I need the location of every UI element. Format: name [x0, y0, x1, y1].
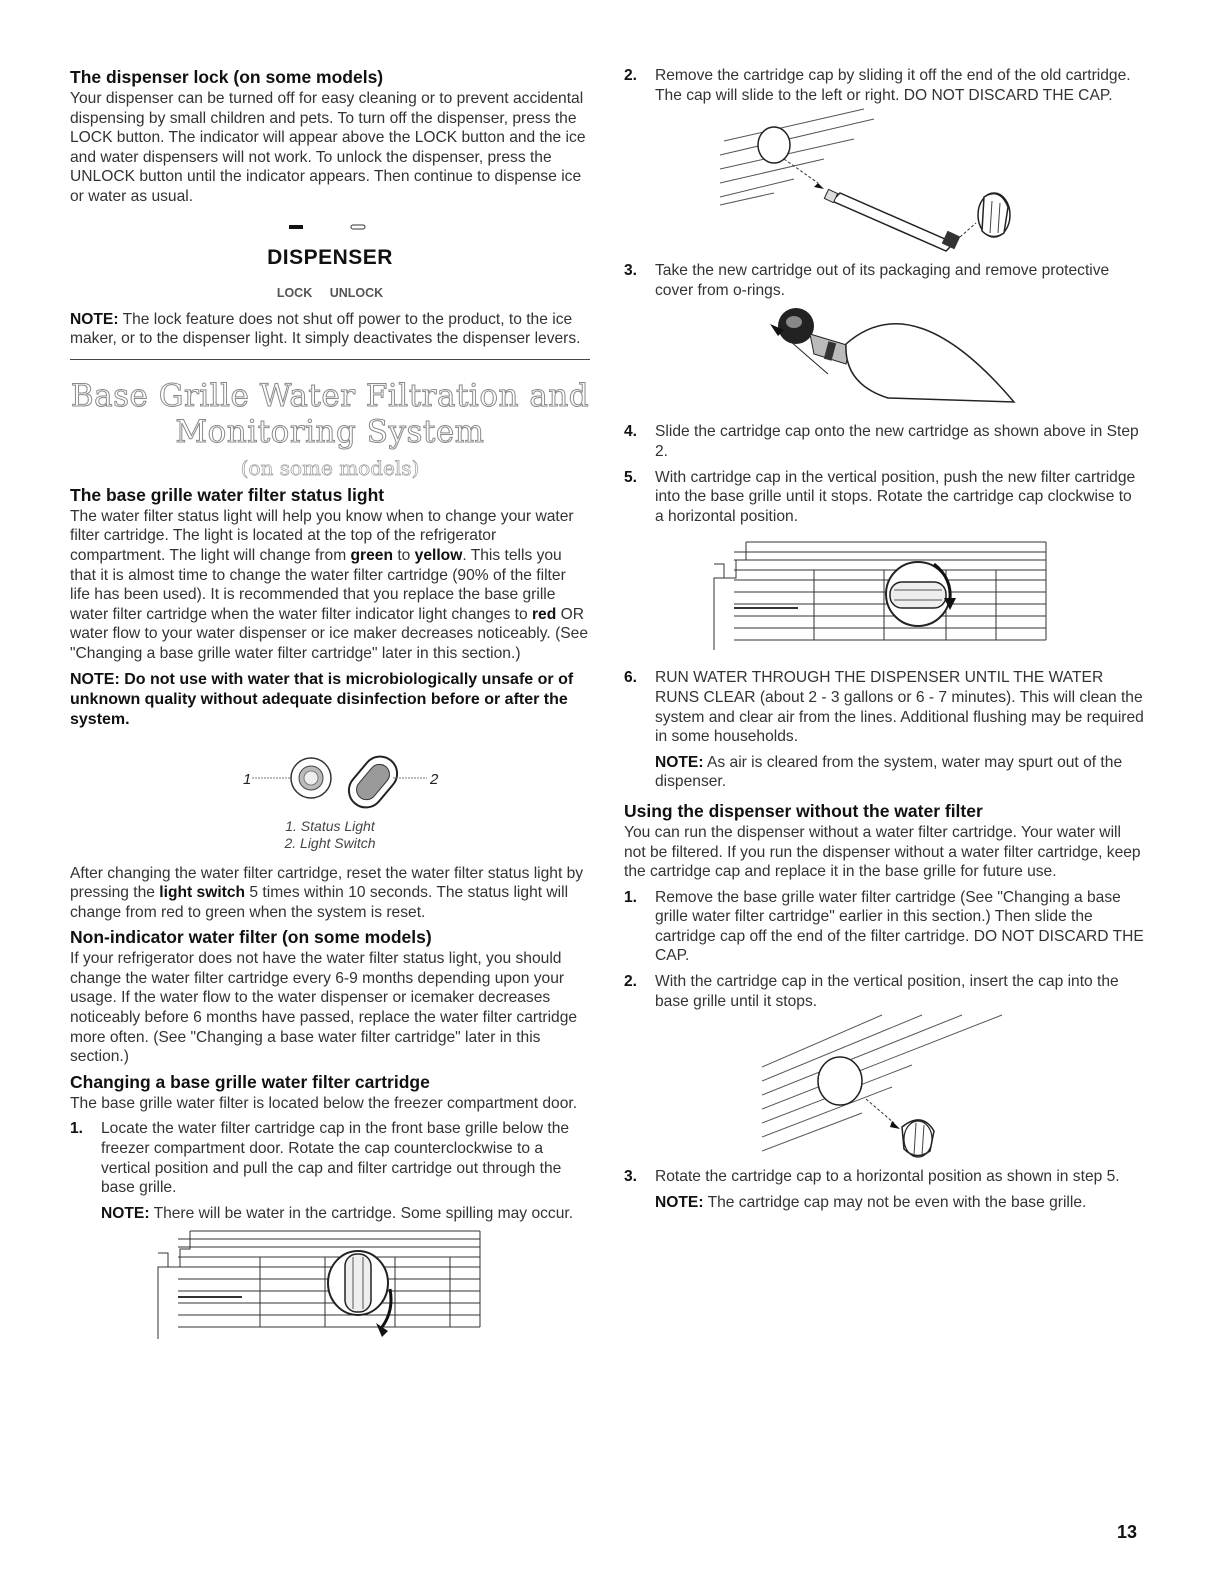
- unlock-button-label: UNLOCK: [329, 285, 384, 300]
- status-body-part3: . This tells you that it is almost time to change the water filter cartridge (90% of the filter life has been used). It is recommended that you replace the base grille water filter cartridge when the water filter indicator light changes to: [70, 546, 566, 623]
- step-3-note: [655, 1193, 1144, 1213]
- step-number: 5.: [624, 468, 638, 486]
- step-6-note: [655, 753, 1144, 792]
- insert-cap-figure: [752, 1011, 1032, 1161]
- changing-body: The base grille water filter is located below the freezer compartment door.: [70, 1094, 578, 1112]
- step-number: 1.: [70, 1120, 84, 1138]
- section-title: [70, 378, 590, 450]
- step-number: 2.: [624, 67, 638, 84]
- dispenser-lock-body: Your dispenser can be turned off for easy cleaning or to prevent accidental dispensing by small children and pets. To turn off the dispenser, press the LOCK button. The indicator will appear above the LOCK button and the ice and water dispensers will not work. To unlock the dispenser, press the UNLOCK button until the indicator appears. Then continue to dispense ice or water as usual.: [70, 90, 586, 205]
- status-light-body: [70, 507, 590, 664]
- lock-unlock-labels: [70, 286, 590, 300]
- section-title-line2: Monitoring System: [175, 413, 485, 450]
- step-text: Slide the cartridge cap onto the new cartridge as shown above in Step 2.: [655, 423, 1139, 460]
- status-light-heading: The base grille water filter status light: [70, 484, 385, 505]
- note-text: The cartridge cap may not be even with the base grille.: [703, 1193, 1087, 1211]
- non-indicator-heading: Non-indicator water filter (on some models): [70, 927, 432, 948]
- cartridge-cap-icon: [978, 193, 1010, 237]
- water-safety-warning: NOTE: Do not use with water that is microbiologically unsafe or of unknown quality without adequate disinfection before or after the system.: [70, 670, 574, 728]
- step-number: 2.: [624, 973, 638, 991]
- note-label: NOTE:: [655, 753, 704, 771]
- lock-indicator-icon: [250, 213, 410, 239]
- section-divider: [70, 359, 590, 360]
- callout-2: 2: [430, 770, 439, 788]
- changing-step-2: [624, 66, 1144, 105]
- step-text: Remove the cartridge cap by sliding it off the end of the old cartridge. The cap will slide to the left or right. DO NOT DISCARD THE CAP.: [655, 67, 1131, 104]
- status-body-part2: to: [393, 546, 415, 564]
- step-text: RUN WATER THROUGH THE DISPENSER UNTIL THE WATER RUNS CLEAR (about 2 - 3 gallons or 6 - 7 minutes). This will clean the system and clear air from the lines. Additional flushing may be required in some households.: [655, 669, 1144, 746]
- changing-step-5: [624, 468, 1144, 527]
- page-number: 13: [1116, 1522, 1137, 1542]
- step-text: Take the new cartridge out of its packaging and remove protective cover from o-rings.: [655, 262, 1110, 299]
- status-body-part1: The water filter status light will help you know when to change your water filter cartridge. The light is located at the top of the refrigerator compartment. The light will change from: [70, 507, 574, 564]
- note-label: NOTE:: [101, 1204, 150, 1222]
- green-word: green: [350, 546, 393, 564]
- step-number: 6.: [624, 669, 638, 687]
- without-filter-step-3: [624, 1167, 1144, 1212]
- without-filter-step-2: [624, 972, 1144, 1011]
- light-switch-icon: [342, 749, 404, 814]
- dispenser-panel-figure: [70, 213, 590, 300]
- step-number: 3.: [624, 1168, 638, 1186]
- step-number: 3.: [624, 262, 638, 280]
- step-number: 4.: [624, 423, 638, 441]
- changing-step-4: [624, 422, 1144, 461]
- note-label: NOTE:: [655, 1193, 704, 1211]
- light-switch-word: light switch: [159, 884, 246, 902]
- non-indicator-body: If your refrigerator does not have the water filter status light, you should change the water filter cartridge every 6-9 months depending upon your usage. If the water flow to the water dispenser or icemaker decreases noticeably before 6 months have passed, replace the water filter cartridge more often. (See "Changing a base water filter cartridge" later in this section.): [70, 950, 578, 1066]
- dispenser-panel-title: DISPENSER: [267, 245, 393, 269]
- status-light-figure: [180, 742, 480, 818]
- without-filter-step-1: [624, 888, 1144, 966]
- protective-cover-icon: [778, 308, 814, 344]
- grille-cap-horizontal-figure: [706, 538, 1056, 654]
- left-column: [70, 62, 590, 1339]
- changing-step-3: [624, 261, 1144, 300]
- section-subtitle: (on some models): [240, 455, 420, 480]
- step-text: Remove the base grille water filter cartridge (See "Changing a base grille water filter cartridge" earlier in this section.) Then slide the cartridge cap off the end of the filter cartridge. DO NOT DISCARD THE CAP.: [655, 888, 1144, 965]
- step-number: 1.: [624, 888, 638, 906]
- step-text: Locate the water filter cartridge cap in the front base grille below the freezer compartment door. Rotate the cap counterclockwise to a vertical position and pull the cap and filter cartridge out through the base grille.: [101, 1120, 570, 1197]
- red-word: red: [531, 605, 557, 623]
- note-label: NOTE:: [70, 310, 119, 328]
- dispenser-lock-note: [70, 310, 590, 349]
- note-text: There will be water in the cartridge. Some spilling may occur.: [149, 1204, 574, 1222]
- status-body-part4: OR water flow to your water dispenser or ice maker decreases noticeably. (See "Changing a base grille water filter cartridge" later in this section.): [70, 605, 589, 662]
- protective-cover-figure: [734, 304, 1034, 416]
- step-text: Rotate the cartridge cap to a horizontal position as shown in step 5.: [655, 1168, 1120, 1186]
- cartridge-cap-icon: [902, 1120, 934, 1157]
- status-light-icon: [291, 758, 331, 798]
- section-title-line1: Base Grille Water Filtration and: [70, 377, 590, 414]
- right-column: [624, 62, 1144, 1212]
- changing-step-6: [624, 668, 1144, 792]
- note-text: As air is cleared from the system, water may spurt out of the dispenser.: [655, 753, 1123, 791]
- filter-cartridge-icon: [824, 190, 960, 252]
- note-text: The lock feature does not shut off power to the product, to the ice maker, or to the dispenser light. It simply deactivates the dispenser levers.: [70, 310, 581, 348]
- dispenser-lock-heading: The dispenser lock (on some models): [70, 67, 384, 87]
- changing-heading: Changing a base grille water filter cartridge: [70, 1071, 430, 1092]
- step-1-note: [101, 1204, 590, 1224]
- without-filter-body: You can run the dispenser without a water filter cartridge. Your water will not be filtered. If you run the dispenser without a water filter cartridge, keep the cartridge cap and replace it in the base grille for future use.: [624, 823, 1141, 881]
- reset-paragraph: [70, 864, 590, 923]
- figure-caption-1: 1. Status Light: [285, 817, 375, 834]
- yellow-word: yellow: [414, 546, 463, 564]
- step-text: With the cartridge cap in the vertical position, insert the cap into the base grille until it stops.: [655, 973, 1119, 1010]
- remove-cap-figure: [714, 105, 1054, 255]
- callout-1: 1: [243, 770, 252, 788]
- step-text: With cartridge cap in the vertical position, push the new filter cartridge into the base grille until it stops. Rotate the cartridge cap clockwise to a horizontal position.: [655, 468, 1136, 525]
- reset-part2: 5 times within 10 seconds. The status light will change from red to green when the system is reset.: [70, 884, 569, 921]
- grille-cap-vertical-figure: [150, 1227, 490, 1339]
- lock-button-label: LOCK: [276, 285, 313, 300]
- without-filter-heading: Using the dispenser without the water filter: [624, 800, 983, 821]
- reset-part1: After changing the water filter cartridge, reset the water filter status light by pressing the: [70, 864, 584, 902]
- changing-step-1: [70, 1119, 590, 1223]
- figure-caption-2: 2. Light Switch: [284, 834, 376, 851]
